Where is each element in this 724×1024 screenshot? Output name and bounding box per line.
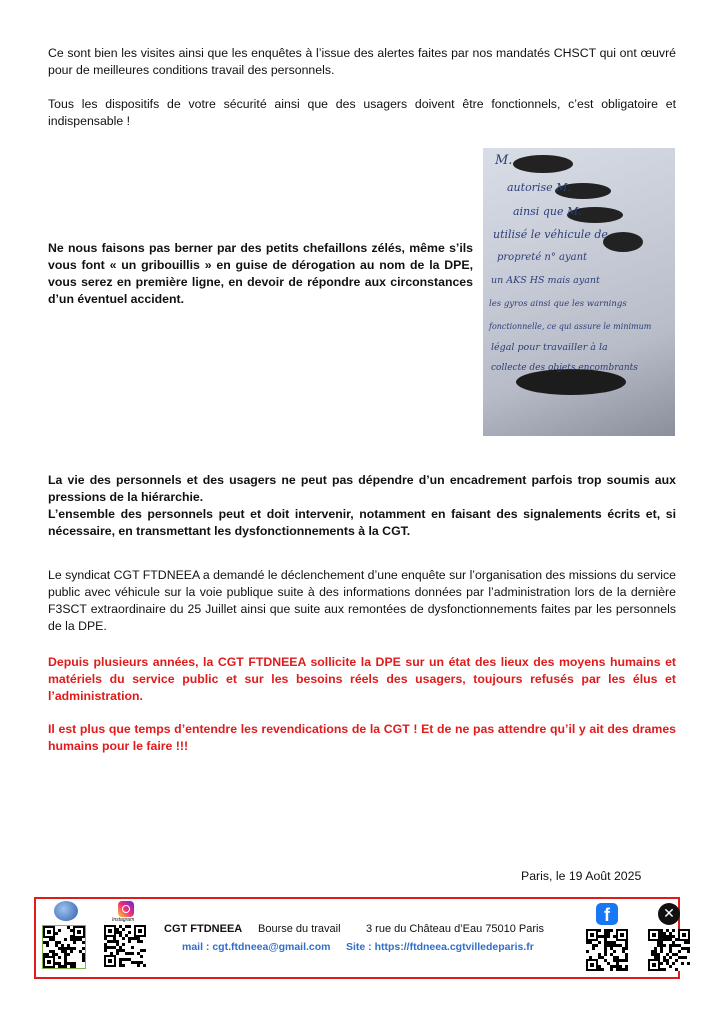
note-line-4: utilisé le véhicule de [493, 228, 608, 241]
qr-code-cgt[interactable] [42, 925, 86, 969]
paragraph-vie-personnels: La vie des personnels et des usagers ne peut pas dépendre d’un encadrement parfois trop soumis aux pressions de la hiérarchie. [48, 473, 676, 504]
facebook-icon[interactable]: f [596, 903, 618, 925]
note-line-2: autorise M. [507, 181, 571, 194]
redaction-1 [513, 155, 573, 173]
footer-address: 3 rue du Château d’Eau 75010 Paris [366, 923, 544, 935]
qr-pattern [43, 926, 85, 968]
note-line-1: M. [495, 153, 513, 168]
paragraph-etat-des-lieux: Depuis plusieurs années, la CGT FTDNEEA sollicite la DPE sur un état des lieux des moyens humains et matériels du service public et sur les besoins réels des usagers, toujours refusés par les élus et l’administration. [48, 655, 676, 703]
qr-pattern [104, 925, 146, 967]
note-line-3: ainsi que M. [513, 205, 582, 218]
qr-code-x[interactable] [648, 929, 690, 971]
cgt-logo-icon [54, 901, 78, 921]
paragraph-signalements: L’ensemble des personnels peut et doit intervenir, notamment en faisant des signalements écrits et, si nécessaire, en transmettant les dysfonctionnements à la CGT. [48, 507, 676, 538]
note-line-9: légal pour travailler à la [491, 342, 608, 353]
footer-box [34, 897, 680, 979]
qr-pattern [648, 929, 690, 971]
instagram-icon[interactable] [118, 901, 134, 917]
instagram-label: Instagram [112, 917, 135, 923]
footer-site[interactable]: Site : https://ftdneea.cgtvilledeparis.fr [346, 941, 534, 953]
paragraph-chsct: Ce sont bien les visites ainsi que les enquêtes à l’issue des alertes faites par nos mandatés CHSCT qui ont œuvré pour de meilleures conditions travail des personnels. [48, 46, 676, 77]
document-date: Paris, le 19 Août 2025 [521, 869, 642, 883]
footer-bourse: Bourse du travail [258, 923, 341, 935]
note-line-5: propreté n° ayant [497, 252, 588, 263]
footer-org-name: CGT FTDNEEA [164, 923, 243, 935]
qr-pattern [586, 929, 628, 971]
paragraph-enquete: Le syndicat CGT FTDNEEA a demandé le déclenchement d’une enquête sur l’organisation des missions du service public avec véhicule sur la voie publique suite à des informations données par l’administration lors de la dernière F3SCT extraordinaire du 25 Juillet ainsi que suite aux remontées de dysfonctionnements faites par les personnels de la DPE. [48, 568, 676, 633]
note-svg [483, 148, 675, 436]
note-line-10: collecte des objets encombrants [491, 363, 638, 373]
note-line-6: un AKS HS mais ayant [491, 275, 600, 286]
qr-code-instagram[interactable] [104, 925, 146, 967]
qr-code-facebook[interactable] [586, 929, 628, 971]
handwritten-note-photo [483, 148, 675, 436]
x-twitter-icon[interactable]: ✕ [658, 903, 680, 925]
paragraph-securite: Tous les dispositifs de votre sécurité ainsi que des usagers doivent être fonctionnels, c’est obligatoire et indispensable ! [48, 97, 676, 128]
paragraph-revendications: Il est plus que temps d’entendre les revendications de la CGT ! Et de ne pas attendre qu’il y ait des drames humains pour le faire !!! [48, 722, 676, 753]
note-line-8: fonctionnelle, ce qui assure le minimum [489, 322, 652, 331]
footer-mail[interactable]: mail : cgt.ftdneea@gmail.com [182, 941, 331, 953]
paragraph-chefaillons: Ne nous faisons pas berner par des petits chefaillons zélés, même s’ils vous font « un gribouillis » en guise de dérogation au nom de la DPE, vous serez en première ligne, en devoir de répondre aux circonstances d’un éventuel accident. [48, 241, 473, 306]
note-line-7: les gyros ainsi que les warnings [489, 299, 627, 309]
redaction-4 [603, 232, 643, 252]
